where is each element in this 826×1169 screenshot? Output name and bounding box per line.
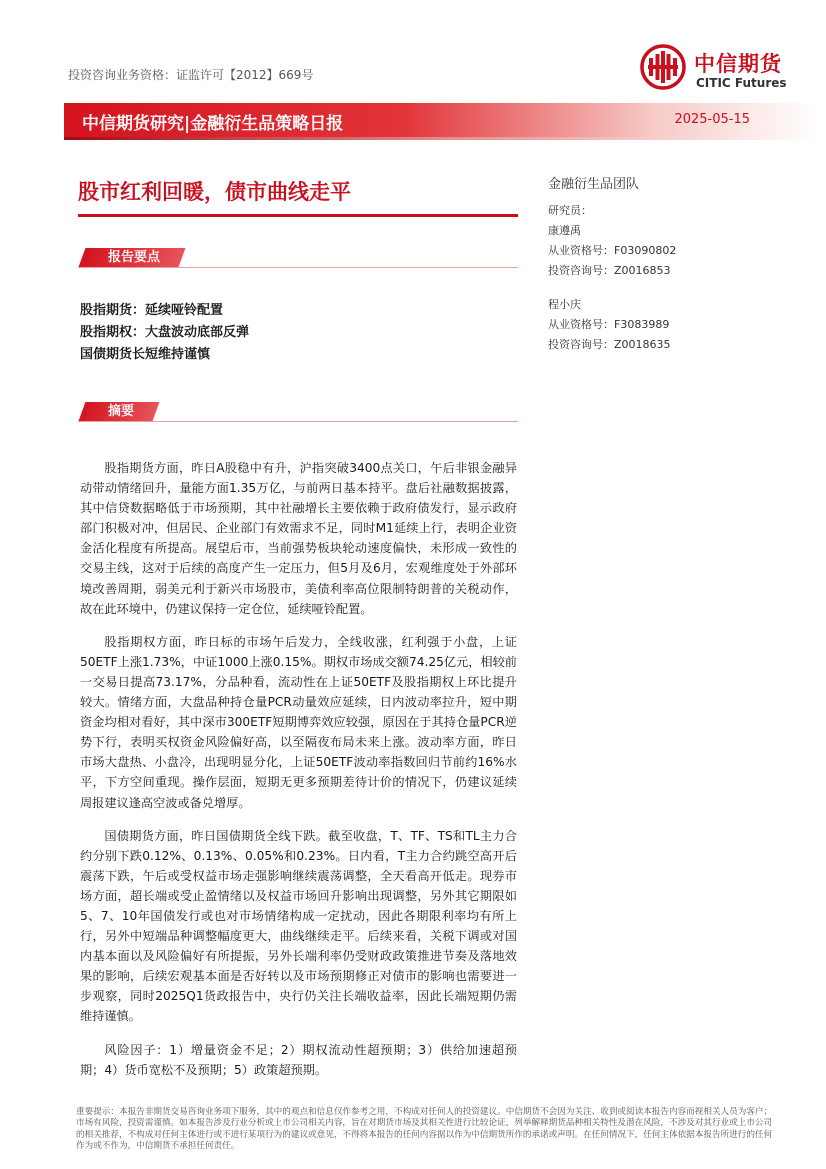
section-label: 报告要点 xyxy=(108,250,161,265)
logo-name-en: CITIC Futures xyxy=(696,76,787,90)
analyst-consult-no: 投资咨询号：Z0016853 xyxy=(548,264,671,277)
report-date: 2025-05-15 xyxy=(674,112,750,127)
paragraph-stock-index-futures: 股指期货方面，昨日A股稳中有升，沪指突破3400点关口，午后非银金融异动带动情绪回升，量能方面1.35万亿，与前两日基本持平。盘后社融数据披露，其中信贷数据略低于市场预期，其中社融增长主要依赖于政府债发行，显示政府部门积极对冲，但居民、企业部门有效需求不足，同时M1延续上行，表明企业资金活化程度有所提高。展望后市，当前强势板块轮动速度偏快，未形成一致性的交易主线，这对于后续的高度产生一定压力，但5月及6月，宏观维度处于外部环境改善周期，弱美元利于新兴市场股市，美债利率高位限制特朗普的关税动作，故在此环境中，仍建议保持一定仓位，延续哑铃配置。 xyxy=(80,461,517,616)
team-name: 金融衍生品团队 xyxy=(548,177,640,192)
key-point-item: 国债期货长短维持谨慎 xyxy=(80,347,211,362)
logo-name-cn: 中信期货 xyxy=(694,52,782,76)
license-text: 投资咨询业务资格：证监许可【2012】669号 xyxy=(68,68,314,82)
paragraph-stock-index-options: 股指期权方面，昨日标的市场午后发力，全线收涨，红利强于小盘，上证50ETF上涨1.73%，中证1000上涨0.15%。期权市场成交额74.25亿元，相较前一交易日提高73.17%，分品种看，流动性在上证50ETF及股指期权上环比提升较大。情绪方面，大盘品种持仓量PCR动量效应延续，日内波动率拉升，短中期资金均相对看好，其中深市300ETF短期博弈效应较强，原因在于其持仓量PCR逆势下行，表明买权资金风险偏好高，以至隔夜布局未来上涨。波动率方面，昨日市场大盘热、小盘冷，出现明显分化，上证50ETF波动率指数回归节前约16%水平，下方空间重现。操作层面，短期无更多预期差待计价的情况下，仍建议延续周报建议逢高空波或备兑增厚。 xyxy=(80,634,517,810)
banner-divider xyxy=(64,137,816,140)
disclaimer-text: 重要提示：本报告非期货交易咨询业务项下服务，其中的观点和信息仅作参考之用，不构成对任何人的投资建议。中信期货不会因为关注、收到或阅读本报告内容而视相关人员为客户；市场有风险，投资需谨慎。如本报告涉及行业分析或上市公司相关内容，旨在对期货市场及其相关性进行比较论证，列举解释期货品种相关特性及潜在风险，不涉及对其行业或上市公司的相关推荐，不构成对任何主体进行或不进行某项行为的建议或意见，不得将本报告的任何内容据以作为中信期货所作的承诺或声明。在任何情况下，任何主体依据本报告所进行的任何作为或不作为，中信期货不承担任何责任。 xyxy=(76,1107,773,1152)
key-points-list xyxy=(80,300,249,366)
company-logo xyxy=(640,44,805,94)
analyst-name: 程小庆 xyxy=(548,298,581,311)
section-header-summary xyxy=(78,402,518,422)
section-rule xyxy=(78,421,518,422)
analyst-practice-no: 从业资格号：F3083989 xyxy=(548,318,670,331)
section-header-key-points xyxy=(78,248,518,268)
page-title: 股市红利回暖，债市曲线走平 xyxy=(78,180,351,204)
title-underline xyxy=(78,214,518,217)
report-banner xyxy=(64,103,816,137)
key-point-item: 股指期货：延续哑铃配置 xyxy=(80,303,224,318)
section-tab xyxy=(79,248,186,267)
report-series-title: 中信期货研究|金融衍生品策略日报 xyxy=(82,114,344,134)
paragraph-treasury-futures: 国债期货方面，昨日国债期货全线下跌。截至收盘，T、TF、TS和TL主力合约分别下跌0.12%、0.13%、0.05%和0.23%。日内看，T主力合约跳空高开后震荡下跌，午后或受权益市场走强影响继续震荡调整，全天看高开低走。现券市场方面，超长端或受止盈情绪以及权益市场回升影响出现调整，另外其它期限如5、7、10年国债发行或也对市场情绪构成一定扰动，因此各期限利率均有所上行，另外中短端品种调整幅度更大，曲线继续走平。后续来看，关税下调或对国内基本面以及风险偏好有所提振，另外长端利率仍受财政政策推进节奏及落地效果的影响，后续宏观基本面是否好转以及市场预期修正对债市的影响也需要进一步观察，同时2025Q1货政报告中，央行仍关注长端收益率，因此长端短期仍需维持谨慎。 xyxy=(80,828,517,1024)
analyst-sidebar xyxy=(548,175,676,355)
analyst-practice-no: 从业资格号：F03090802 xyxy=(548,244,677,257)
section-tab xyxy=(79,402,160,421)
section-rule xyxy=(78,267,518,268)
section-label: 摘要 xyxy=(108,404,135,419)
paragraph-risk-factors: 风险因子：1）增量资金不足；2）期权流动性超预期；3）供给加速超预期；4）货币宽松不及预期；5）政策超预期。 xyxy=(80,1042,517,1077)
summary-body xyxy=(80,458,517,1093)
citic-futures-logo-icon xyxy=(640,44,686,90)
analyst-name: 康遵禹 xyxy=(548,224,581,237)
key-point-item: 股指期权：大盘波动底部反弹 xyxy=(80,325,250,340)
researcher-label: 研究员： xyxy=(548,204,592,217)
analyst-consult-no: 投资咨询号：Z0018635 xyxy=(548,338,671,351)
